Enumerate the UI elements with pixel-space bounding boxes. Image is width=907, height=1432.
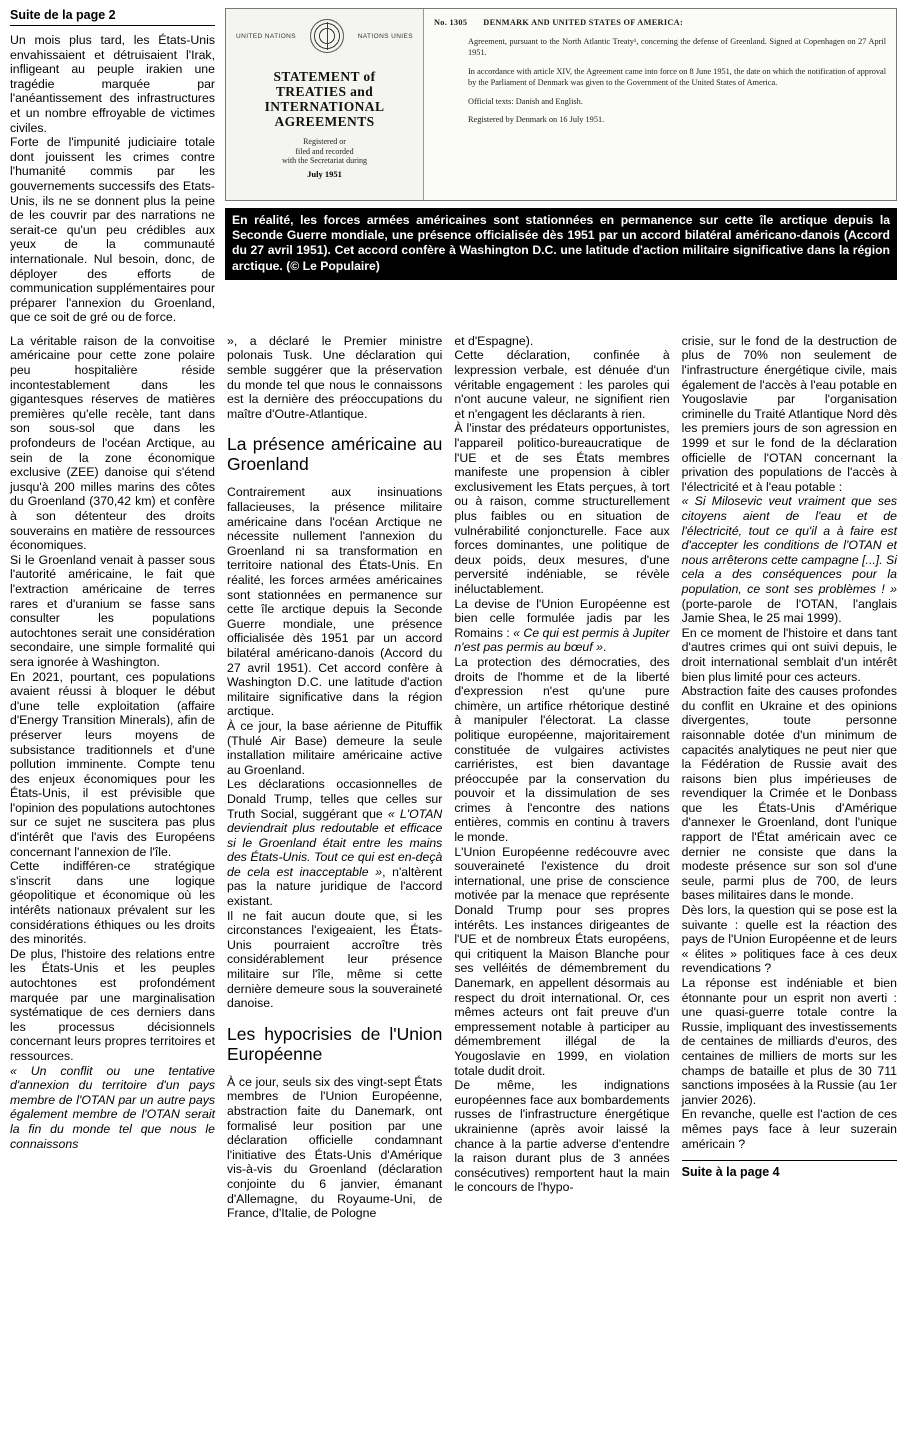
paragraph-nato xyxy=(682,494,897,625)
figure-caption xyxy=(225,208,897,280)
un-emblem-icon xyxy=(310,19,344,53)
doc-date: July 1951 xyxy=(307,168,342,179)
paragraph: Contrairement aux insinuations fallacieuses, la présence militaire américaine dans l'océan Arctique ne nécessite nullement l'annexion du Groenland ni sa transformation en territoire national des États-Unis. En réalité, les forces armées américaines sont stationnées en permanence sur cette île arctique depuis la Seconde Guerre mondiale, une présence officialisée dès 1951 par un accord bilatéral américano-danois (Accord du 27 avril 1951). Cet accord confère à Washington D.C. une latitude d'action militaire significative dans la région arctique. xyxy=(227,485,443,719)
paragraph: Il ne fait aucun doute que, si les circonstances l'exigeaient, les États-Unis pourraient accroître très considérablement leur présence militaire sur l'île, même si cette dernière demeure sous la souveraineté danoise. xyxy=(227,908,443,1011)
paragraph-trump xyxy=(227,777,442,908)
paragraph-devise xyxy=(454,597,669,655)
paragraph: Dès lors, la question qui se pose est la suivante : quelle est la réaction des pays de l'Union Européenne et de leurs « élites » politiques face à ces deux revendications ? xyxy=(681,903,897,976)
column-2 xyxy=(227,334,442,1432)
doc-entry-paragraph: Agreement, pursuant to the North Atlantic Treaty¹, concerning the defense of Greenland. Signed at Copenhagen on 27 April 1951. xyxy=(468,36,886,57)
doc-subtitle-line: filed and recorded xyxy=(295,146,354,156)
section-title-hypocrisies: Les hypocrisies de l'Union Européenne xyxy=(227,1023,443,1064)
devise-quote: « Ce qui est permis à Jupiter n'est pas permis au bœuf » xyxy=(454,625,670,655)
paragraph: L'Union Européenne redécouvre avec souveraineté l'existence du droit international, une prise de conscience motivée par la menace que représente Donald Trump pour ses propres intérêts. Les instances dirigeantes de l'UE et de nombreux États européens, qui critiquent la Maison Blanche pour ses velléités de démembrement du Danemark, en appellent désormais au respect du droit international. Or, ces mêmes acteurs ont fait preuve d'un empressement notable à participer au démembrement illégal de la Yougoslavie en 1999, en violation totale dudit droit. xyxy=(454,844,670,1078)
paragraph: À l'instar des prédateurs opportunistes, l'appareil politico-bureaucratique de l'UE et de ses États membres manifeste une propension à cibler exclusivement les Etats perçues, à tort ou à raison, comme structurellement plus faibles ou en situation de vulnérabilité conjoncturelle. Face aux forces dominantes, une politique de deux poids, deux mesures, d'une perversité indéniable, se révèle inéluctablement. xyxy=(454,421,670,596)
nato-attribution: (porte-parole de l'OTAN, l'anglais Jamie Shea, le 25 mai 1999). xyxy=(681,596,897,626)
pull-quote: « Un conflit ou une tentative d'annexion du territoire d'un pays membre de l'OTAN par un autre pays également membre de l'OTAN serait la fin du monde tel que nous le connaissons xyxy=(10,1063,215,1151)
paragraph: Un mois plus tard, les États-Unis envahissaient et détruisaient l'Irak, infligeant au peuple irakien une tragédie marquée par l'anéantissement des infrastructures et un nombre effroyable de victimes civiles. xyxy=(10,33,215,135)
trump-outro: , n'altèrent pas la nature juridique de l'accord existant. xyxy=(227,864,443,909)
caption-source: (© Le Populaire) xyxy=(286,258,380,273)
doc-entry-paragraph: In accordance with article XIV, the Agreement came into force on 8 June 1951, the date on which the notification of approval by the Parliament of Denmark was given to the Government of the United States of America. xyxy=(468,66,886,87)
paragraph: », a déclaré le Premier ministre polonais Tusk. Une déclaration qui semble suggérer que la préservation du monde tel que nous le connaissons est la dernière des préoccupations du maître d'Outre-Atlantique. xyxy=(227,333,443,421)
left-column-top xyxy=(10,8,215,325)
trump-quote: « L'OTAN deviendrait plus redoutable et efficace si le Groenland était entre les mains des États-Unis. Tout ce qui est en-deçà de cela est inacceptable » xyxy=(227,806,443,879)
paragraph: Cette indifféren-ce stratégique s'inscrit dans une logique géopolitique et économique où les intérêts nationaux prévalent sur les considérations éthiques ou les droits des minorités. xyxy=(10,859,215,947)
un-treaty-document-image xyxy=(225,8,897,201)
column-4 xyxy=(682,334,897,1432)
un-header-line xyxy=(230,15,419,53)
caption-text: En réalité, les forces armées américaines sont stationnées en permanence sur cette île arctique depuis la Seconde Guerre mondiale, une présence officialisée dès 1951 par un accord bilatéral américano-danois (Accord du 27 avril 1951). Cet accord confère à Washington D.C. une latitude d'action militaire significative dans la région arctique. xyxy=(232,213,890,273)
paragraph: De même, les indignations européennes face aux bombardements russes de l'infrastructure énergétique ukrainienne (après avoir laissé la chance à la partie adverse d'entendre la raison durant plus de 3 années consécutives) remportent haut la main le concours de l'hypo- xyxy=(454,1078,670,1195)
column-3 xyxy=(454,334,669,1432)
continued-from-label: Suite de la page 2 xyxy=(10,8,215,26)
doc-cover-left xyxy=(226,9,424,200)
doc-entry-title: DENMARK AND UNITED STATES OF AMERICA: xyxy=(483,18,684,27)
un-label-right: NATIONS UNIES xyxy=(357,32,413,40)
document-figure xyxy=(225,8,897,280)
paragraph: De plus, l'histoire des relations entre les États-Unis et les peuples autochtones est profondément marquée par une marginalisation systématique de ces derniers dans les processus décisionnels concernant leurs propres territoires et ressources. xyxy=(10,946,215,1063)
un-label-left: UNITED NATIONS xyxy=(236,32,297,40)
paragraph: En 2021, pourtant, ces populations avaient réussi à bloquer le début d'une telle exploitation (affaire d'Energy Transition Minerals), afin de préserver leurs moyens de subsistance traditionnels et d'une pollution imminente. Compte tenu des enjeux économiques pour les États-Unis, il est prévisible que l'opinion des populations autochtones sur ce sujet ne suscitera pas plus d'intérêt que l'avis des Européens concernant l'annexion de l'île. xyxy=(10,669,215,859)
paragraph: et d'Espagne). xyxy=(454,333,534,348)
paragraph: À ce jour, la base aérienne de Pituffik (Thulé Air Base) demeure la seule installation militaire américaine active au Groenland. xyxy=(227,718,443,777)
doc-subtitle-line: with the Secretariat during xyxy=(281,156,368,165)
doc-title xyxy=(230,69,419,129)
continued-to-label: Suite à la page 4 xyxy=(682,1160,897,1180)
paragraph: En revanche, quelle est l'action de ces mêmes pays face à leur suzerain américain ? xyxy=(681,1107,897,1151)
doc-subtitle-line: Registered or xyxy=(303,137,346,146)
col1-top-text xyxy=(10,33,215,325)
paragraph: La réponse est indéniable et bien étonnante pour un esprit non averti : une quasi-guerre totale contre la Russie, impliquant des investissements de centaines de milliards d'euros, des centaines de milliers de morts sur les champs de bataille et plus de 30 711 sanctions imposées à la Russie (au 1er janvier 2026). xyxy=(681,976,897,1107)
trump-intro: Les déclarations occasionnelles de Donald Trump, telles que celles sur Truth Social, suggérant que xyxy=(227,777,443,821)
doc-entry-text xyxy=(424,9,896,200)
devise-intro: La devise de l'Union Européenne est bien celle formulée jadis par les Romains : xyxy=(454,596,670,640)
doc-title-line: TREATIES and INTERNATIONAL xyxy=(264,84,385,114)
top-area xyxy=(10,8,897,325)
doc-entry-number: No. 1305 xyxy=(434,18,468,27)
paragraph: À ce jour, seuls six des vingt-sept États membres de l'Union Européenne, abstraction faite du Danemark, ont formalisé leur position par une déclaration officielle condamnant l'initiative des États-Unis d'Amérique vis-à-vis du Groenland (déclaration conjointe du 6 janvier, émanant d'Allemagne, du Royaume-Uni, de France, d'Italie, de Pologne xyxy=(227,1074,443,1221)
paragraph: La véritable raison de la convoitise américaine pour cette zone polaire peu hospitalière réside incontestablement dans les gigantesques réserves de matières premières qu'elle recèle, tant dans son sous-sol que dans les profondeurs de l'océan Arctique, au sein de la zone économique exclusive (ZEE) danoise qui s'étend jusqu'à 200 milles marins des côtes du Groenland (370,42 km) et confère à son détenteur des droits souverains en matière de ressources économiques. xyxy=(10,333,215,553)
paragraph: En ce moment de l'histoire et dans tant d'autres crimes qui ont suivi depuis, le droit international semblait d'un intérêt bien plus limité pour ces acteurs. xyxy=(681,625,897,684)
doc-entry-paragraph: Registered by Denmark on 16 July 1951. xyxy=(468,115,605,124)
paragraph: Si le Groenland venait à passer sous l'autorité américaine, le fait que l'extraction américaine de terres rares et d'uranium se fasse sans consulter les populations autochtones serait une considération secondaire, une simple formalité qui sera ignorée à Washington. xyxy=(10,552,215,669)
paragraph: Forte de l'impunité judiciaire totale dont jouissent les crimes contre l'humanité commis par les gouvernements successifs des Etats-Unis, ils ne se donnent plus la peine de les couvrir par des narrations ne serait-ce qu'un peu crédibles aux yeux de la communauté internationale. Nul besoin, donc, de déployer des efforts de communication supplémentaires pour préparer l'annexion du Groenland, que ce soit de gré ou de force. xyxy=(10,135,215,325)
section-title-presence: La présence américaine au Groenland xyxy=(227,434,443,475)
article-columns xyxy=(10,334,897,1432)
paragraph: Cette déclaration, confinée à lexpression verbale, est dénuée d'un véritable engagement : les paroles qui n'ont aucune valeur, ne signifient rien et n'engagent les déclarants à rien. xyxy=(454,348,670,421)
doc-subtitle xyxy=(230,137,419,166)
paragraph: La protection des démocraties, des droits de l'homme et de la liberté d'expression n'est qu'une pure chimère, un artifice rhétorique destiné à manipuler l'électorat. La classe politique européenne, majoritairement constituée de vulgaires activistes carriéristes, est bien davantage préoccupée par la conservation du pouvoir et la dissimulation de ses crimes à l'encontre des nations entières, commis en continu à travers le monde. xyxy=(454,654,670,845)
devise-end: . xyxy=(602,640,607,655)
paragraph: crisie, sur le fond de la destruction de plus de 70% non seulement de l'infrastructure énergétique civile, mais également de l'accès à l'eau potable en Yougoslavie par l'organisation criminelle du Traité Atlantique Nord dès les premiers jours de son agression en 1999 et sur le fond de la déclaration officielle de l'OTAN concernant la privation des populations de l'accès à l'électricité et à l'eau potable : xyxy=(681,333,897,494)
doc-title-line: AGREEMENTS xyxy=(274,114,375,129)
doc-entry-paragraph: Official texts: Danish and English. xyxy=(468,96,583,106)
column-1 xyxy=(10,334,215,1432)
paragraph: Abstraction faite des causes profondes du conflit en Ukraine et des opinions divergentes, toute personne raisonnable dotée d'un minimum de capacités analytiques ne peut nier que la Fédération de Russie avait des raisons bien plus impérieuses de revendiquer la Crimée et le Donbass que les États-Unis d'Amérique d'annexer le Groenland, dont l'unique rapport de l'État américain avec ce dernier ne consiste que dans la modeste présence sur son sol d'une seule, parmi plus de 700, de leurs bases militaires dans le monde. xyxy=(681,684,897,903)
nato-quote: « Si Milosevic veut vraiment que ses citoyens aient de l'eau et de l'électricité, tout ce qu'il a à faire est d'accepter les conditions de l'OTAN et nous arrêterons cette campagne [...]. Si cela a des conséquences pour la population, ce sont ses problèmes ! » xyxy=(681,494,897,596)
doc-entry-head xyxy=(434,17,886,29)
doc-title-line: STATEMENT of xyxy=(273,69,376,84)
